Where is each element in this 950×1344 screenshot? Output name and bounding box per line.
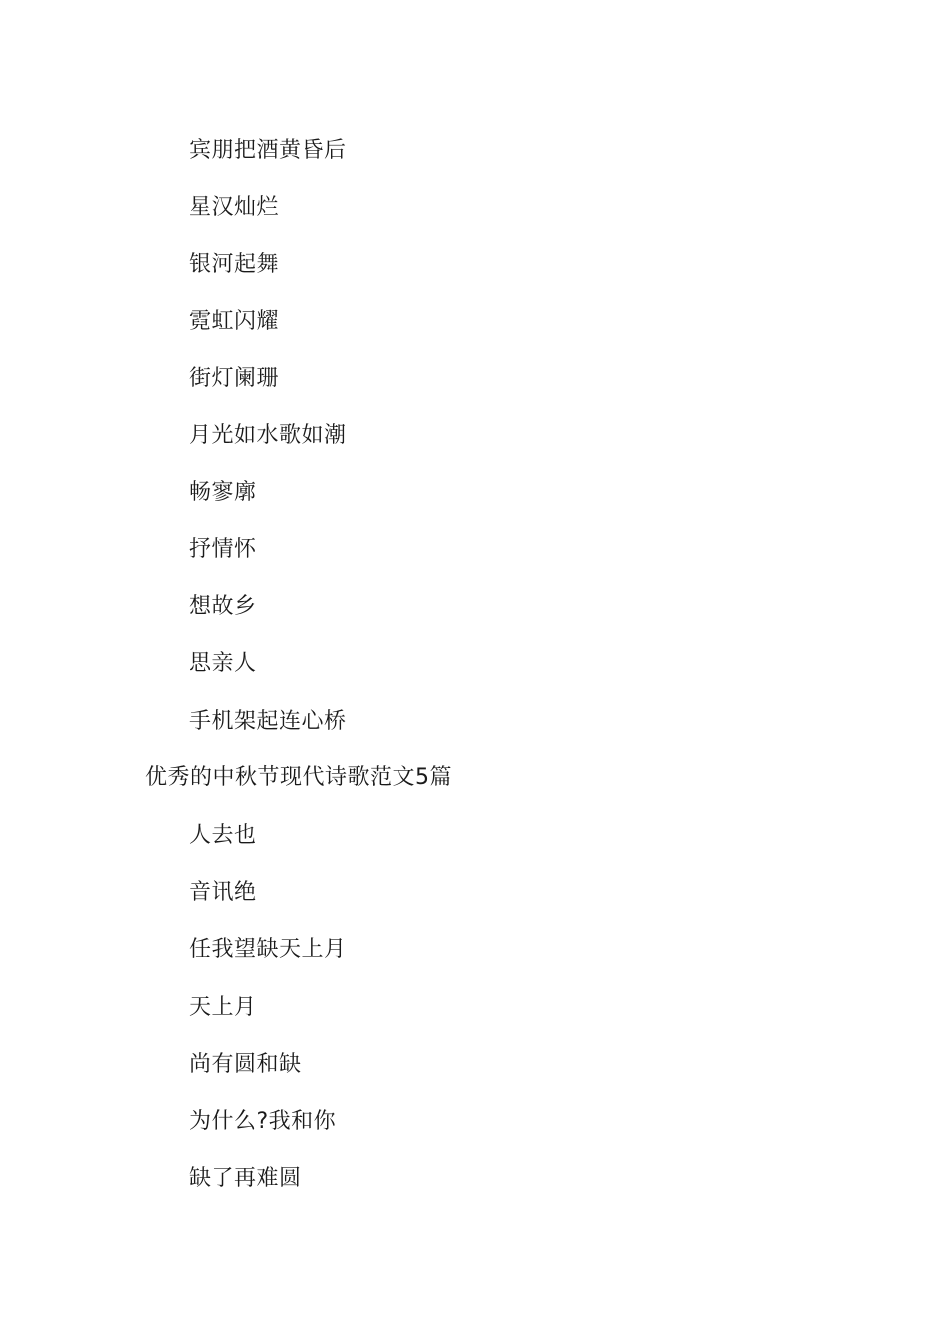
poem-line: 月光如水歌如潮 (189, 423, 347, 448)
poem-line: 霓虹闪耀 (189, 309, 280, 334)
poem-line: 天上月 (189, 995, 257, 1020)
poem-line: 街灯阑珊 (189, 366, 280, 391)
poem-line: 手机架起连心桥 (189, 709, 347, 734)
poem-line: 尚有圆和缺 (189, 1052, 302, 1077)
poem-line: 宾朋把酒黄昏后 (189, 138, 347, 163)
poem-line: 星汉灿烂 (189, 195, 280, 220)
poem-line: 音讯绝 (189, 880, 257, 905)
poem-line: 人去也 (189, 823, 257, 848)
poem-line: 畅寥廓 (189, 480, 257, 505)
poem-line: 抒情怀 (189, 537, 257, 562)
poem-line: 银河起舞 (189, 252, 280, 277)
section-heading: 优秀的中秋节现代诗歌范文5篇 (145, 765, 452, 790)
poem-line: 思亲人 (189, 651, 257, 676)
poem-line: 想故乡 (189, 594, 257, 619)
poem-line: 为什么?我和你 (189, 1109, 337, 1134)
poem-line: 任我望缺天上月 (189, 937, 347, 962)
poem-line: 缺了再难圆 (189, 1166, 302, 1191)
